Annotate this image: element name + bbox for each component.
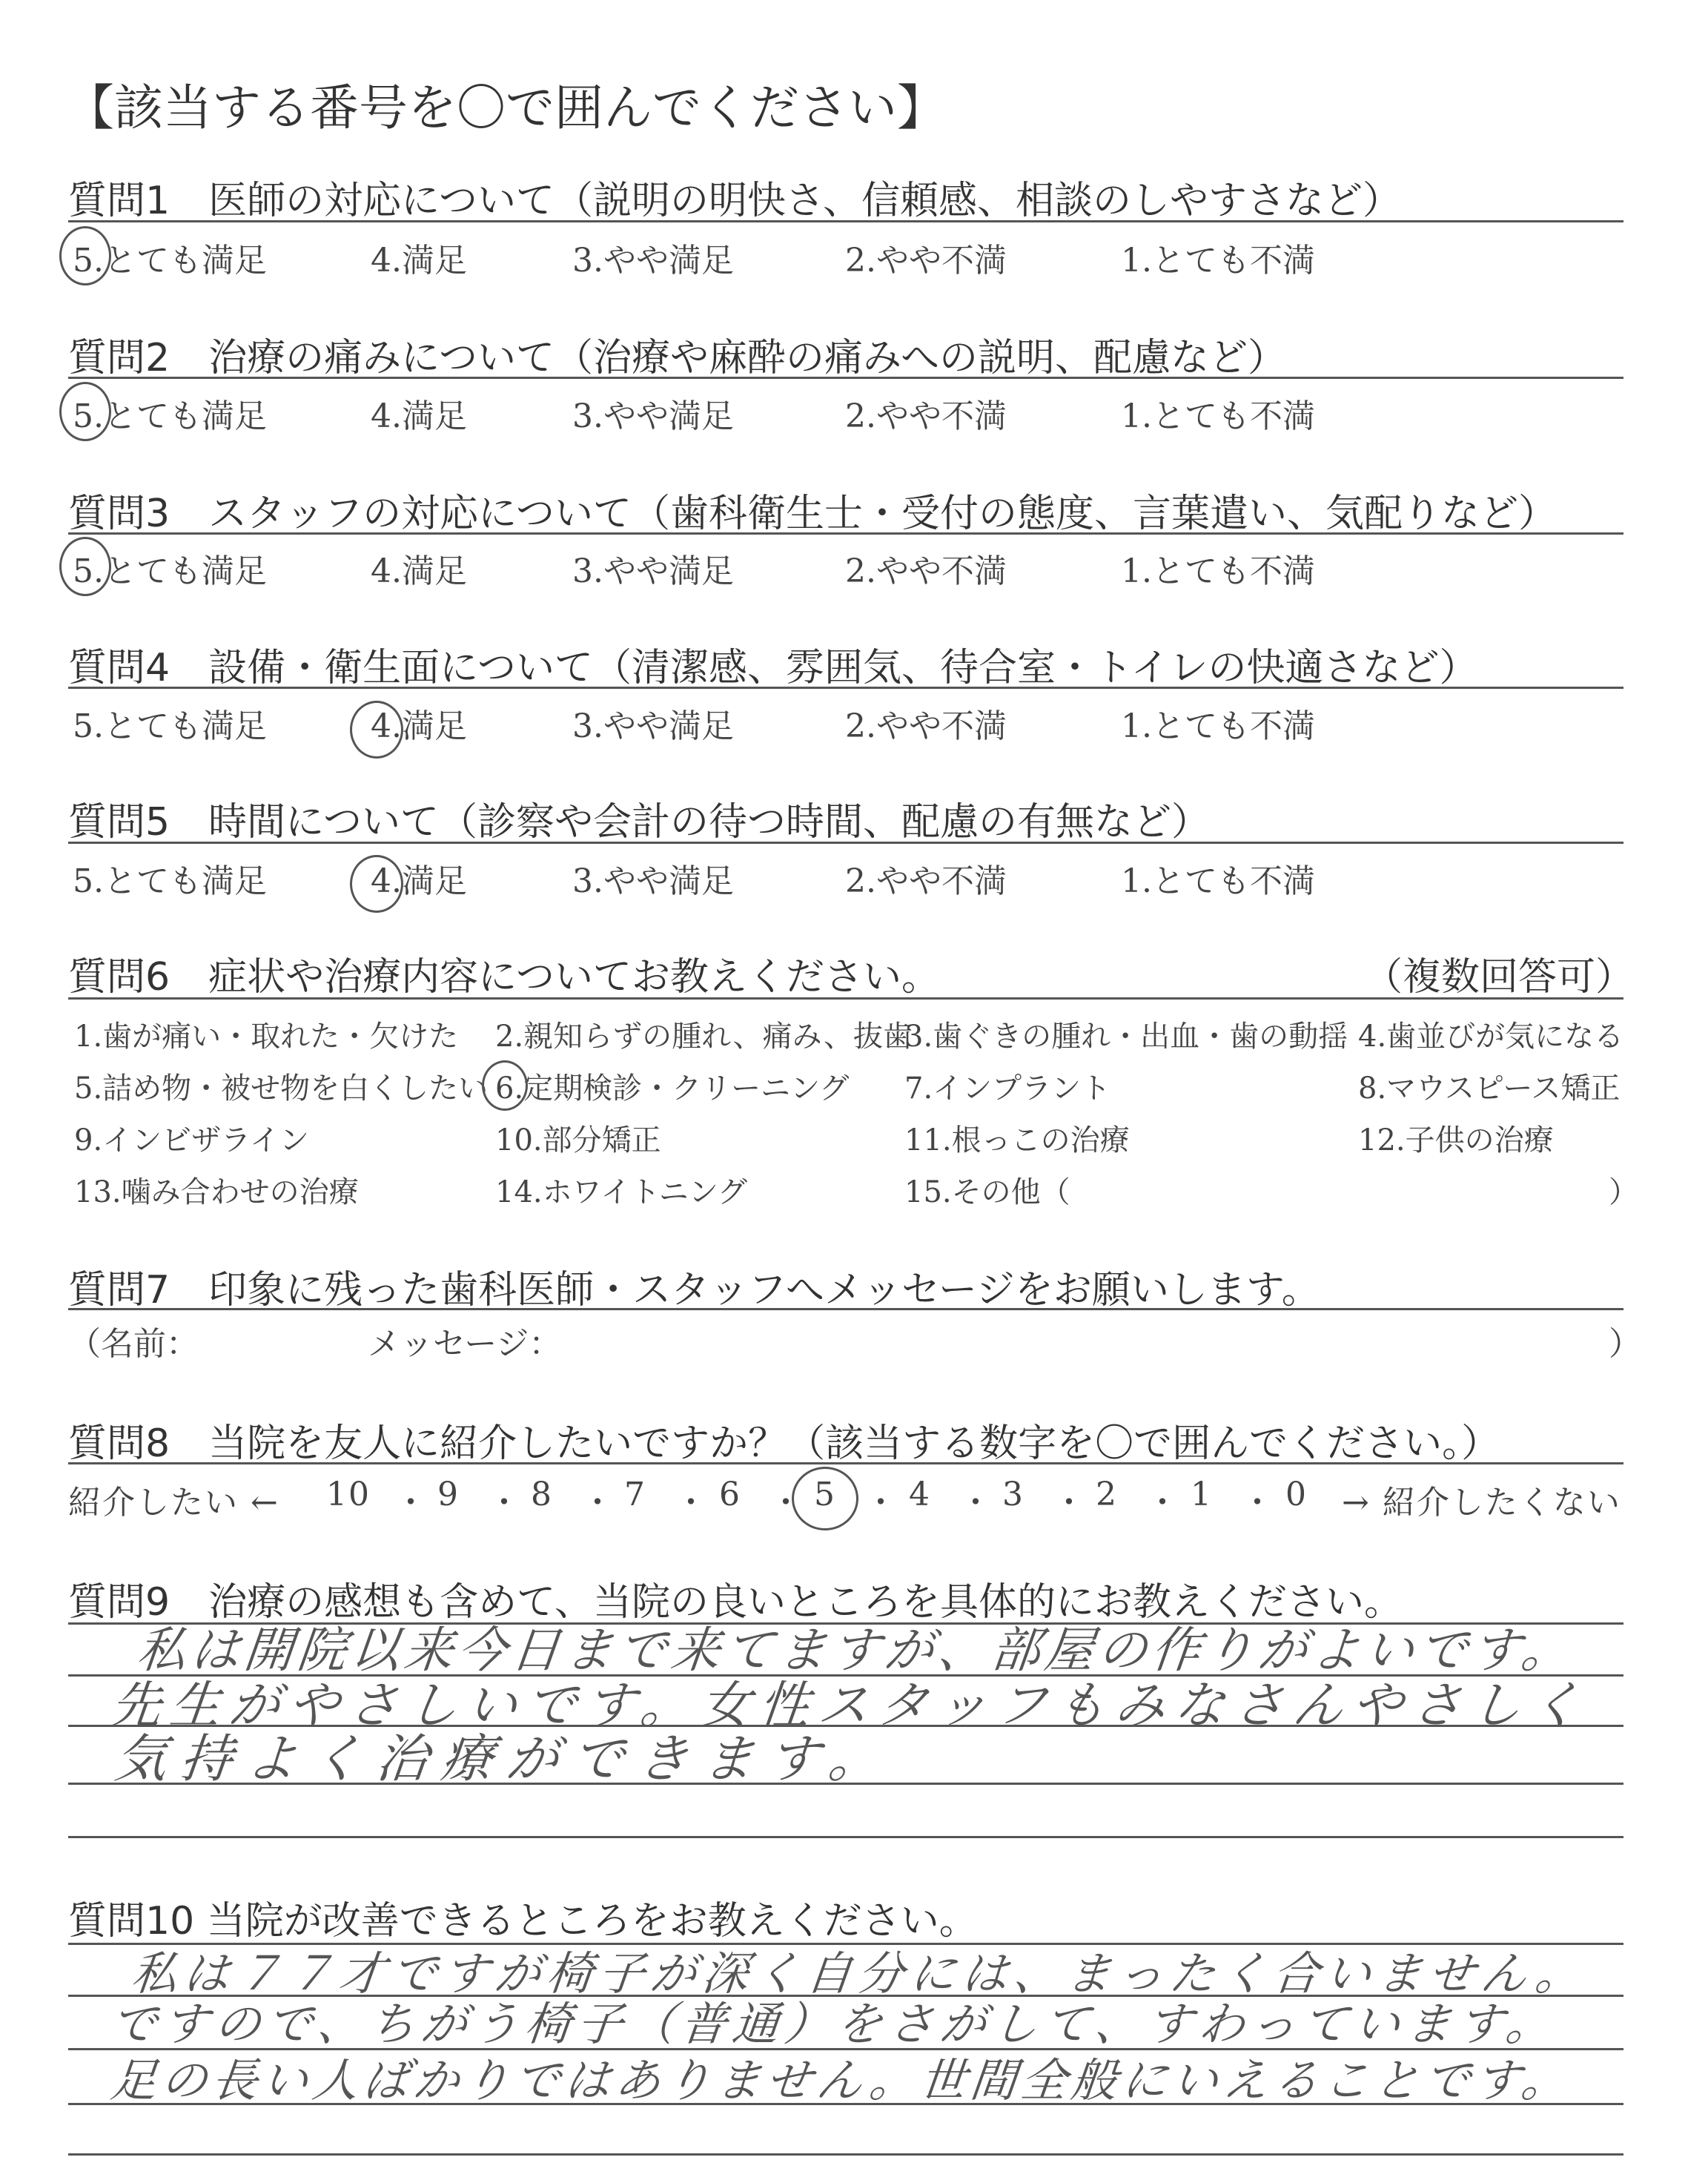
q6-option-9[interactable]: 9.インビザライン — [74, 1123, 309, 1157]
q8-scale-9[interactable]: 9 — [437, 1476, 460, 1513]
q8-scale-8[interactable]: 8 — [531, 1476, 553, 1513]
q9-rule-4 — [68, 1836, 1623, 1838]
q8-dot: ・ — [864, 1484, 898, 1522]
q5-option-5[interactable]: 5.とても満足 — [73, 862, 267, 900]
q3-selection-circle — [59, 537, 111, 596]
q8-dot: ・ — [581, 1484, 615, 1522]
q8-scale-7[interactable]: 7 — [624, 1476, 646, 1513]
q6-option-6[interactable]: 6.定期検診・クリーニング — [495, 1071, 850, 1106]
q8-dot: ・ — [959, 1484, 993, 1522]
q7-name-label: （名前： — [68, 1325, 199, 1363]
q6-option-5[interactable]: 5.詰め物・被せ物を白くしたい — [74, 1071, 489, 1106]
q5-title: 質問5 時間について（診察や会計の待つ時間、配慮の有無など） — [68, 800, 1211, 845]
q8-scale-5[interactable]: 5 — [814, 1476, 836, 1513]
q2-option-1[interactable]: 1.とても不満 — [1121, 397, 1315, 435]
q8-scale-10[interactable]: 10 — [326, 1476, 371, 1513]
q10-answer-line-3: 足の長い人ばかりではありません。世間全般にいえることです。 — [107, 2053, 1575, 2107]
q4-selection-circle — [350, 701, 403, 759]
q1-option-2[interactable]: 2.やや不満 — [845, 242, 1007, 280]
q8-dot: ・ — [1241, 1484, 1275, 1522]
q6-option-7[interactable]: 7.インプラント — [904, 1071, 1111, 1106]
q10-title: 質問10 当院が改善できるところをお教えください。 — [68, 1899, 978, 1943]
q10-rule-4 — [68, 2153, 1623, 2156]
q8-dot: ・ — [769, 1484, 804, 1522]
q6-option-11[interactable]: 11.根っこの治療 — [904, 1123, 1130, 1157]
q8-rule — [68, 1462, 1623, 1464]
q1-rule — [68, 220, 1623, 222]
q3-option-1[interactable]: 1.とても不満 — [1121, 552, 1315, 590]
q8-scale-3[interactable]: 3 — [1002, 1476, 1025, 1513]
q2-option-5[interactable]: 5.とても満足 — [73, 397, 267, 435]
q5-option-4[interactable]: 4.満足 — [371, 862, 467, 900]
q7-close-paren: ） — [1609, 1325, 1641, 1363]
q8-selection-circle — [792, 1467, 858, 1530]
q3-title: 質問3 スタッフの対応について（歯科衛生士・受付の態度、言葉遣い、気配りなど） — [68, 492, 1558, 536]
q8-scale-1[interactable]: 1 — [1191, 1476, 1213, 1513]
q9-answer-line-1: 私は開院以来今日まで来てますが、部屋の作りがよいです。 — [134, 1622, 1578, 1679]
q5-option-1[interactable]: 1.とても不満 — [1121, 862, 1315, 900]
q6-rule — [68, 997, 1623, 1000]
q8-scale-4[interactable]: 4 — [909, 1476, 931, 1513]
q8-scale-2[interactable]: 2 — [1096, 1476, 1118, 1513]
q8-dot: ・ — [1146, 1484, 1180, 1522]
q4-option-1[interactable]: 1.とても不満 — [1121, 707, 1315, 745]
q5-rule — [68, 842, 1623, 844]
q8-dot: ・ — [675, 1484, 709, 1522]
q8-dot: ・ — [488, 1484, 522, 1522]
q5-option-3[interactable]: 3.やや満足 — [572, 862, 734, 900]
q6-option-12[interactable]: 12.子供の治療 — [1358, 1123, 1554, 1157]
q4-option-5[interactable]: 5.とても満足 — [73, 707, 267, 745]
q9-answer-line-2: 先生がやさしいです。女性スタッフもみなさんやさしく — [107, 1677, 1593, 1735]
q1-selection-circle — [59, 226, 111, 285]
q8-scale-6[interactable]: 6 — [719, 1476, 741, 1513]
q1-title: 質問1 医師の対応について（説明の明快さ、信頼感、相談のしやすさなど） — [68, 179, 1401, 223]
q2-option-2[interactable]: 2.やや不満 — [845, 397, 1007, 435]
q3-option-5[interactable]: 5.とても満足 — [73, 552, 267, 590]
q6-other-close: ） — [1609, 1175, 1638, 1209]
q5-option-2[interactable]: 2.やや不満 — [845, 862, 1007, 900]
q3-option-3[interactable]: 3.やや満足 — [572, 552, 734, 590]
q2-option-4[interactable]: 4.満足 — [371, 397, 467, 435]
q7-rule — [68, 1308, 1623, 1310]
q2-title: 質問2 治療の痛みについて（治療や麻酔の痛みへの説明、配慮など） — [68, 336, 1287, 380]
q9-title: 質問9 治療の感想も含めて、当院の良いところを具体的にお教えください。 — [68, 1580, 1403, 1625]
q2-selection-circle — [59, 382, 111, 441]
q4-option-2[interactable]: 2.やや不満 — [845, 707, 1007, 745]
q8-right-label: → 紹介したくない — [1342, 1484, 1621, 1522]
q6-option-1[interactable]: 1.歯が痛い・取れた・欠けた — [74, 1020, 459, 1054]
page-heading: 【該当する番号を〇で囲んでください】 — [65, 79, 946, 136]
q6-option-13[interactable]: 13.噛み合わせの治療 — [74, 1175, 359, 1209]
q10-answer-line-1: 私は７７才ですが椅子が深く自分には、まったく合いません。 — [128, 1946, 1591, 2001]
q4-rule — [68, 687, 1623, 689]
q6-option-2[interactable]: 2.親知らずの腫れ、痛み、抜歯 — [495, 1020, 913, 1054]
q4-title: 質問4 設備・衛生面について（清潔感、雰囲気、待合室・トイレの快適さなど） — [68, 646, 1478, 690]
q1-option-3[interactable]: 3.やや満足 — [572, 242, 734, 280]
q6-option-14[interactable]: 14.ホワイトニング — [495, 1175, 748, 1209]
q6-option-4[interactable]: 4.歯並びが気になる — [1358, 1020, 1624, 1054]
q6-title: 質問6 症状や治療内容についてお教えください。 — [68, 955, 941, 1000]
q8-title: 質問8 当院を友人に紹介したいですか？（該当する数字を〇で囲んでください。） — [68, 1421, 1500, 1466]
q6-note: （複数回答可） — [1364, 955, 1635, 1000]
q8-dot: ・ — [394, 1484, 428, 1522]
q8-left-label: 紹介したい ← — [68, 1484, 279, 1522]
q5-selection-circle — [350, 855, 403, 913]
q8-dot: ・ — [1053, 1484, 1087, 1522]
q3-option-4[interactable]: 4.満足 — [371, 552, 467, 590]
q6-option-10[interactable]: 10.部分矯正 — [495, 1123, 661, 1157]
q7-title: 質問7 印象に残った歯科医師・スタッフへメッセージをお願いします。 — [68, 1268, 1320, 1312]
q10-answer-line-2: ですので、ちがう椅子（普通）をさがして、すわっています。 — [107, 1997, 1561, 2051]
q4-option-3[interactable]: 3.やや満足 — [572, 707, 734, 745]
q7-message-label: メッセージ： — [368, 1325, 562, 1363]
q8-scale-0[interactable]: 0 — [1285, 1476, 1308, 1513]
q3-option-2[interactable]: 2.やや不満 — [845, 552, 1007, 590]
q4-option-4[interactable]: 4.満足 — [371, 707, 467, 745]
q6-option-8[interactable]: 8.マウスピース矯正 — [1358, 1071, 1621, 1106]
q6-selection-circle — [482, 1060, 528, 1111]
q1-option-1[interactable]: 1.とても不満 — [1121, 242, 1315, 280]
q1-option-5[interactable]: 5.とても満足 — [73, 242, 267, 280]
q6-option-3[interactable]: 3.歯ぐきの腫れ・出血・歯の動揺 — [904, 1020, 1348, 1054]
q2-rule — [68, 377, 1623, 379]
q3-rule — [68, 532, 1623, 535]
q2-option-3[interactable]: 3.やや満足 — [572, 397, 734, 435]
q6-option-15[interactable]: 15.その他（ — [904, 1175, 1070, 1209]
q9-answer-line-3: 気持よく治療ができます。 — [112, 1728, 898, 1789]
q1-option-4[interactable]: 4.満足 — [371, 242, 467, 280]
